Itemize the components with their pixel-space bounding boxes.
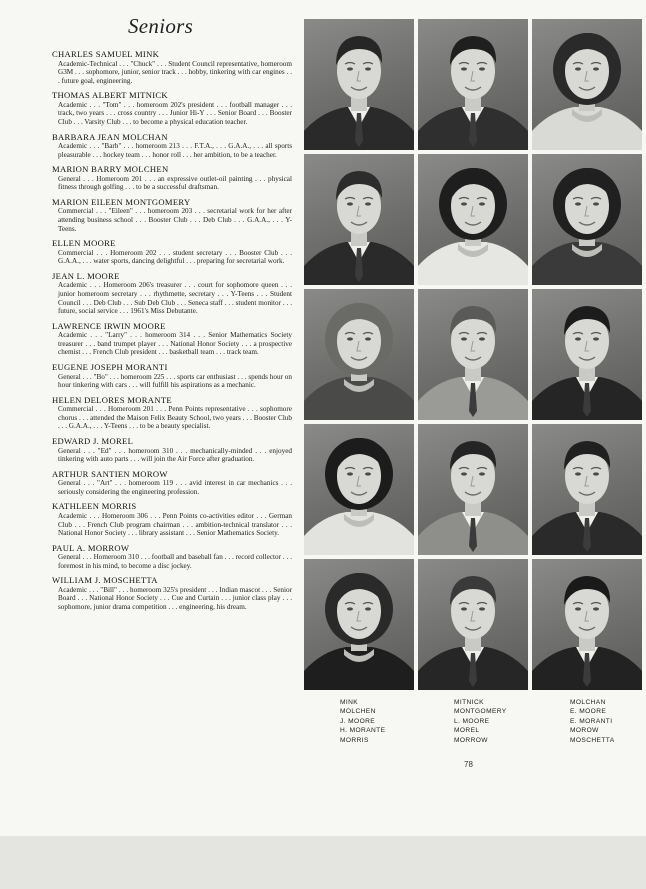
portrait-grid [304,19,642,690]
senior-name: ARTHUR SANTIEN MOROW [52,468,168,479]
senior-description: General . . . Homeroom 310 . . . football and baseball fan . . . record collector . . . foremost in his mind, to become a disc jockey. [58,553,292,570]
senior-name: ELLEN MOORE [52,238,116,249]
senior-description: Academic . . . Homeroom 306 . . . Penn Points co-activities editor . . . German Club . . . French Club program chairman . . . ambition-technical translator . . . National Honor Society . . . library assistant . . . Senior Mathematics Society. [58,511,292,538]
senior-name: CHARLES SAMUEL MINK [52,49,160,59]
senior-entry [52,132,292,160]
senior-entry [52,164,292,192]
caption-name: MOREL [454,727,480,735]
senior-description: Academic . . . "Larry" . . . homeroom 314 . . . Senior Mathematics Society treasurer . . . band trumpet player . . . National Honor Society . . . a prospective chemist . . . French Club president . . . basketball team . . . track team. [58,331,292,357]
senior-name: KATHLEEN MORRIS [52,501,137,512]
senior-name: MARION BARRY MOLCHEN [52,164,169,175]
senior-entry [52,395,292,431]
senior-portrait [532,19,642,150]
senior-portrait [304,424,414,555]
caption-name: MOLCHEN [340,708,376,716]
senior-description: Academic . . . "Bill" . . . homeroom 325's president . . . Indian mascot . . . Senior Board . . . National Honor Society . . . Cue and Curtain . . . junior class play . . . sophomore, junior drama competition . . . engineering, his dream. [58,585,292,612]
senior-entry [52,90,292,126]
senior-name: LAWRENCE IRWIN MOORE [52,320,166,331]
senior-name: EDWARD J. MOREL [52,436,134,447]
caption-name: H. MORANTE [340,727,386,735]
senior-description: Academic . . . Homeroom 206's treasurer . . . court for sophomore queen . . . junior homeroom secretary . . . rhythmette, secretary . . . Y-Teens . . . Student Council . . . Deb Club . . . Sub Deb Club . . . Seneca staff . . . student monitor . . . future, social service . . . 1961's Miss Debutante. [58,281,292,316]
senior-name: HELEN DELORES MORANTE [52,394,172,405]
senior-portrait [418,559,528,690]
senior-description: Commercial . . . Homeroom 201 . . . Penn Points representative . . . sophomore chorus . . . attended the Maison Felix Beauty School, two years . . . Booster Club . . . G.A.A., . . . Y-Teens . . . to be a beauty specialist. [58,405,292,431]
senior-description: General . . . "Art" . . . homeroom 119 . . . avid interest in car mechanics . . . seriously considering the engineering profession. [58,479,292,496]
senior-description: Commercial . . . Homeroom 202 . . . student secretary . . . Booster Club . . . G.A.A., . . . water sports, dancing delightful . . . preparing for secretarial work. [58,248,292,266]
senior-name: THOMAS ALBERT MITNICK [52,90,168,101]
senior-entry [52,197,292,233]
page-number: 78 [464,760,473,769]
caption-name: MORROW [454,736,488,744]
caption-column [340,698,454,745]
senior-portrait [418,289,528,420]
senior-portrait [532,424,642,555]
caption-name: MONTGOMERY [454,708,507,716]
senior-entry [52,501,292,537]
senior-name: BARBARA JEAN MOLCHAN [52,131,168,142]
caption-column [570,698,615,745]
senior-name: MARION EILEEN MONTGOMERY [52,196,191,207]
caption-name: MOSCHETTA [570,736,615,744]
senior-portrait [304,289,414,420]
senior-entry [52,321,292,357]
senior-portrait [304,559,414,690]
senior-portrait [532,289,642,420]
senior-entry [52,49,292,85]
senior-description: General . . . "Ed" . . . homeroom 310 . . . mechanically-minded . . . enjoyed tinkering with auto parts . . . will join the Air Force after graduation. [58,446,292,464]
caption-name: L. MOORE [454,717,490,725]
senior-entries [52,49,292,617]
senior-description: Academic-Technical . . . "Chuck" . . . Student Council representative, homeroom G3M . . . sophomore, junior, senior track . . . hobby, tinkering with car engines . . . future goal, engineering. [58,59,292,85]
senior-entry [52,271,292,316]
page-title: Seniors [128,14,194,38]
senior-entry [52,469,292,497]
senior-name: PAUL A. MORROW [52,542,130,553]
senior-portrait [532,154,642,285]
caption-name: MORRIS [340,736,369,744]
senior-description: General . . . Homeroom 201 . . . an expressive outlet-oil painting . . . physical fitness through golfing . . . to be a successful draftsman. [58,174,292,192]
senior-portrait [418,154,528,285]
page-margin [0,836,646,889]
senior-entry [52,436,292,464]
senior-description: Academic . . . "Barb" . . . homeroom 213 . . . F.T.A., . . . G.A.A., . . . all sports pleasurable . . . hockey team . . . honor roll . . . her ambition, to be a teacher. [58,142,292,159]
caption-name: E. MOORE [570,708,607,716]
senior-entry [52,362,292,390]
caption-name: E. MORANTI [570,717,613,725]
caption-name: MITNICK [454,699,484,706]
senior-name: EUGENE JOSEPH MORANTI [52,362,168,373]
senior-name: WILLIAM J. MOSCHETTA [52,575,158,586]
caption-name: MOLCHAN [570,699,606,706]
senior-name: JEAN L. MOORE [52,270,120,281]
senior-portrait [418,19,528,150]
senior-portrait [532,559,642,690]
senior-portrait [304,154,414,285]
senior-description: Academic . . . "Tom" . . . homeroom 202's president . . . football manager . . . track, two years . . . cross country . . . Junior Hi-Y . . . Senior Board . . . Booster Club . . . Varsity Club . . . to become a physical education teacher. [58,100,292,126]
senior-description: General . . . "Bo" . . . homeroom 225 . . . sports car enthusiast . . . spends hour on hour tinkering with cars . . . will fulfill his aspirations as a mechanic. [58,372,292,390]
caption-column [454,698,570,745]
senior-entry [52,238,292,266]
senior-entry [52,575,292,611]
portrait-captions [340,698,640,745]
senior-entry [52,543,292,571]
caption-name: MOROW [570,727,599,735]
caption-name: J. MOORE [340,717,376,725]
senior-description: Commercial . . . "Eileen" . . . homeroom 203 . . . secretarial work for her after attending business school . . . Booster Club . . . Deb Club . . . G.A.A., . . . Y-Teens. [58,207,292,233]
senior-portrait [418,424,528,555]
caption-name: MINK [340,699,359,706]
senior-portrait [304,19,414,150]
